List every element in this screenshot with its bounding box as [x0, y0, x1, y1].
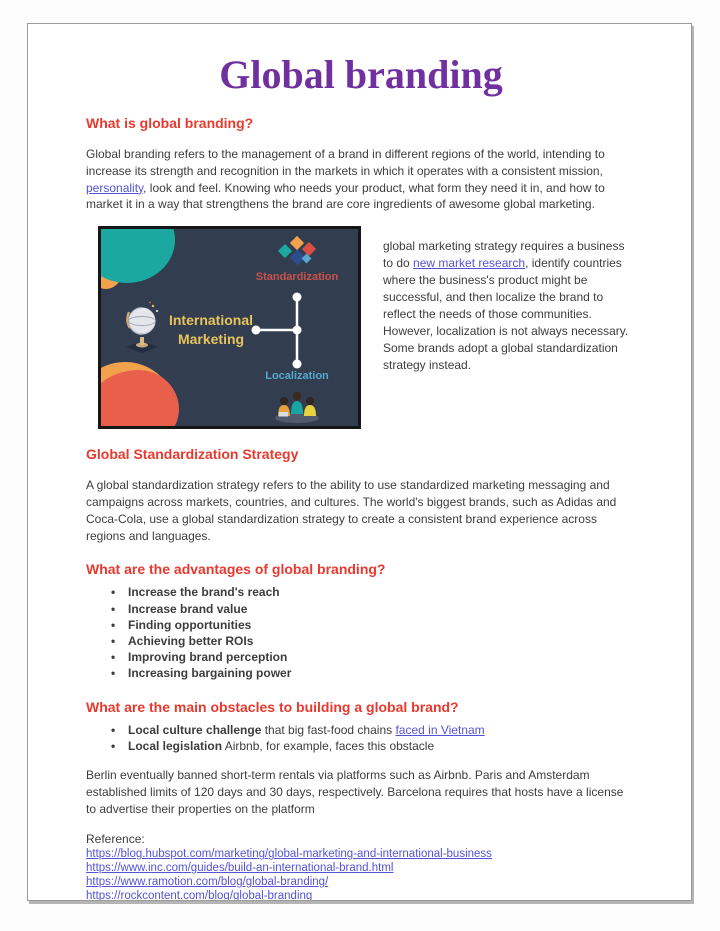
reference-link[interactable]: https://blog.hubspot.com/marketing/global-marketing-and-international-business	[86, 848, 492, 861]
reference-link[interactable]: https://www.inc.com/guides/build-an-international-brand.html	[86, 862, 394, 875]
bullet-icon: •	[111, 666, 116, 681]
bullet-icon: •	[111, 633, 116, 648]
advantage-item-label: Increase brand value	[128, 601, 248, 616]
obstacles-list	[111, 722, 636, 754]
bullet-icon: •	[111, 617, 116, 632]
sidenote-text-before-link: global marketing strategy requires a business to do	[383, 239, 625, 271]
international-marketing-diagram-image	[98, 226, 361, 429]
heading-global-standardization-strategy: Global Standardization Strategy	[86, 446, 299, 463]
sidenote-text-after-link: , identify countries where the business's product might be successful, and then localize the brand to reflect the needs of those communities. However, localization is not always necessary. Some brands adopt a global standardization strategy instead.	[383, 256, 629, 372]
page-title: Global branding	[219, 52, 503, 97]
faced-in-vietnam-link[interactable]: faced in Vietnam	[395, 722, 485, 737]
obstacle-item-text: that big fast-food chains	[261, 722, 396, 737]
document-page	[27, 23, 692, 901]
bullet-icon: •	[111, 601, 116, 616]
berlin-paragraph: Berlin eventually banned short-term rentals via platforms such as Airbnb. Paris and Amsterdam established limits of 120 days and 30 days, respectively. Barcelona requires that hosts have a license to advertise their properties on the platform	[86, 768, 624, 816]
list-item	[111, 633, 636, 649]
people-icon	[271, 385, 323, 425]
bullet-icon: •	[111, 650, 116, 665]
advantage-item-label: Increasing bargaining power	[128, 666, 292, 681]
list-item	[111, 601, 636, 617]
reference-link[interactable]: https://rockcontent.com/blog/global-branding	[86, 889, 313, 901]
advantage-item-label: Achieving better ROIs	[128, 633, 254, 648]
heading-advantages: What are the advantages of global branding?	[86, 561, 386, 578]
list-item	[111, 722, 636, 738]
bullet-icon: •	[111, 722, 116, 737]
personality-link[interactable]: personality	[86, 180, 144, 195]
advantage-item-label: Improving brand perception	[128, 650, 288, 665]
heading-what-is-global-branding: What is global branding?	[86, 115, 254, 131]
reference-links	[86, 848, 636, 901]
advantage-item-label: Finding opportunities	[128, 617, 252, 632]
diagram-center-label-line1: International	[168, 312, 253, 329]
list-item	[111, 665, 636, 681]
new-market-research-link[interactable]: new market research	[413, 256, 526, 271]
obstacle-item-text: Airbnb, for example, faces this obstacle	[222, 738, 435, 753]
bullet-icon: •	[111, 738, 116, 753]
heading-obstacles: What are the main obstacles to building a global brand?	[86, 698, 459, 715]
standardization-paragraph: A global standardization strategy refers to the ability to use standardized marketing messaging and campaigns across markets, countries, and cultures. The world's biggest brands, such as Adidas and Coca-Cola, use a global standardization strategy to create a consistent brand experience across regions and languages.	[86, 478, 617, 543]
diagram-center-label-line2: Marketing	[177, 331, 245, 348]
list-item	[111, 649, 636, 665]
image-and-sidenote-row	[98, 226, 636, 429]
obstacle-item-bold: Local culture challenge	[128, 722, 262, 737]
intro-text-after-link: , look and feel. Knowing who needs your product, what form they need it in, and how to market it in a way that strengthens the brand are core ingredients of awesome global marketing.	[86, 180, 605, 212]
reference-heading: Reference:	[86, 832, 145, 847]
bullet-icon: •	[111, 585, 116, 600]
standardization-label: Standardization	[255, 271, 339, 284]
intro-paragraph	[86, 146, 636, 213]
cubes-icon	[273, 235, 321, 271]
advantage-item-label: Increase the brand's reach	[128, 585, 280, 600]
reference-link[interactable]: https://www.ramotion.com/blog/global-branding/	[86, 875, 329, 888]
localization-label: Localization	[265, 370, 329, 383]
advantages-list	[111, 584, 636, 681]
intro-text-before-link: Global branding refers to the management of a brand in different regions of the world, intending to increase its strength and recognition in the markets in which it operates with a consistent mission,	[86, 147, 605, 178]
sidenote-paragraph	[383, 238, 636, 373]
list-item	[111, 617, 636, 633]
list-item	[111, 584, 636, 600]
list-item	[111, 738, 636, 754]
obstacle-item-bold: Local legislation	[128, 738, 223, 753]
